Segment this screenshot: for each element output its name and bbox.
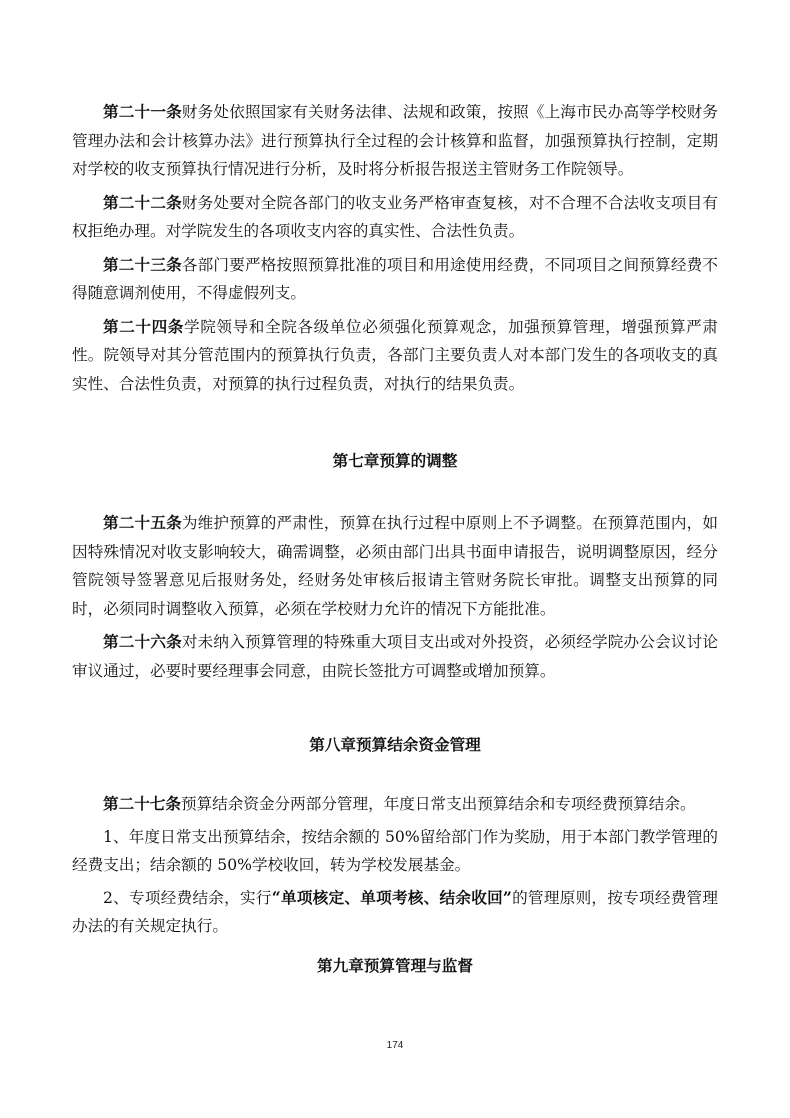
list-item-1 xyxy=(72,823,718,880)
article-26 xyxy=(72,628,718,685)
article-label: 第二十二条 xyxy=(103,192,182,212)
article-text: 各部门要严格按照预算批准的项目和用途使用经费，不同项目之间预算经费不得随意调剂使用，不得虚假列支。 xyxy=(72,255,718,302)
article-text: 财务处依照国家有关财务法律、法规和政策，按照《上海市民办高等学校财务管理办法和会计核算办法》进行预算执行全过程的会计核算和监督，加强预算执行控制，定期对学校的收支预算执行情况进行分析，及时将分析报告报送主管财务工作院领导。 xyxy=(72,103,718,178)
list-item-emphasis: “单项核定、单项考核、结余收回” xyxy=(271,887,512,907)
article-label: 第二十五条 xyxy=(103,513,182,532)
article-21 xyxy=(72,98,718,184)
list-item-text-post: 的管理原则，按专项经费管理办法的有关规定执行。 xyxy=(72,888,718,935)
article-text: 学院领导和全院各级单位必须强化预算观念，加强预算管理，增强预算严肃性。院领导对其分管范围内的预算执行负责，各部门主要负责人对本部门发生的各项收支的真实性、合法性负责，对预算的执行过程负责，对执行的结果负责。 xyxy=(72,317,718,393)
article-text: 对未纳入预算管理的特殊重大项目支出或对外投资，必须经学院办公会议讨论审议通过，必要时要经理事会同意，由院长签批方可调整或增加预算。 xyxy=(72,633,718,680)
article-27-block xyxy=(72,790,718,941)
article-label: 第二十四条 xyxy=(103,316,184,336)
chapter-9-title: 第九章预算管理与监督 xyxy=(317,956,473,975)
article-22 xyxy=(72,189,718,246)
articles-21-24 xyxy=(72,98,718,398)
list-item-text: 1、年度日常支出预算结余，按结余额的 50%留给部门作为奖励，用于本部门教学管理的经费支出；结余额的 50%学校收回，转为学校发展基金。 xyxy=(72,827,718,874)
article-text: 财务处要对全院各部门的收支业务严格审查复核，对不合理不合法收支项目有权拒绝办理。对学院发生的各项收支内容的真实性、合法性负责。 xyxy=(72,193,718,240)
article-label: 第二十六条 xyxy=(103,632,182,651)
article-label: 第二十三条 xyxy=(103,254,182,274)
page-number: 174 xyxy=(386,1040,404,1051)
article-25 xyxy=(72,509,718,623)
article-text: 预算结余资金分两部分管理，年度日常支出预算结余和专项经费预算结余。 xyxy=(180,795,696,813)
article-label: 第二十一条 xyxy=(103,102,182,121)
article-24 xyxy=(72,313,718,399)
article-label: 第二十七条 xyxy=(103,794,181,813)
list-item-text-pre: 2、专项经费结余，实行 xyxy=(103,888,272,907)
article-23 xyxy=(72,251,718,308)
chapter-8-title: 第八章预算结余资金管理 xyxy=(309,735,481,754)
list-item-2 xyxy=(72,884,718,941)
article-27 xyxy=(72,790,718,819)
article-text: 为维护预算的严肃性，预算在执行过程中原则上不予调整。在预算范围内，如因特殊情况对收支影响较大，确需调整，必须由部门出具书面申请报告，说明调整原因，经分管院领导签署意见后报财务处，经财务处审核后报请主管财务院长审批。调整支出预算的同时，必须同时调整收入预算，必须在学校财力允许的情况下方能批准。 xyxy=(72,514,718,618)
chapter-7-title: 第七章预算的调整 xyxy=(332,451,458,470)
articles-25-26 xyxy=(72,509,718,685)
